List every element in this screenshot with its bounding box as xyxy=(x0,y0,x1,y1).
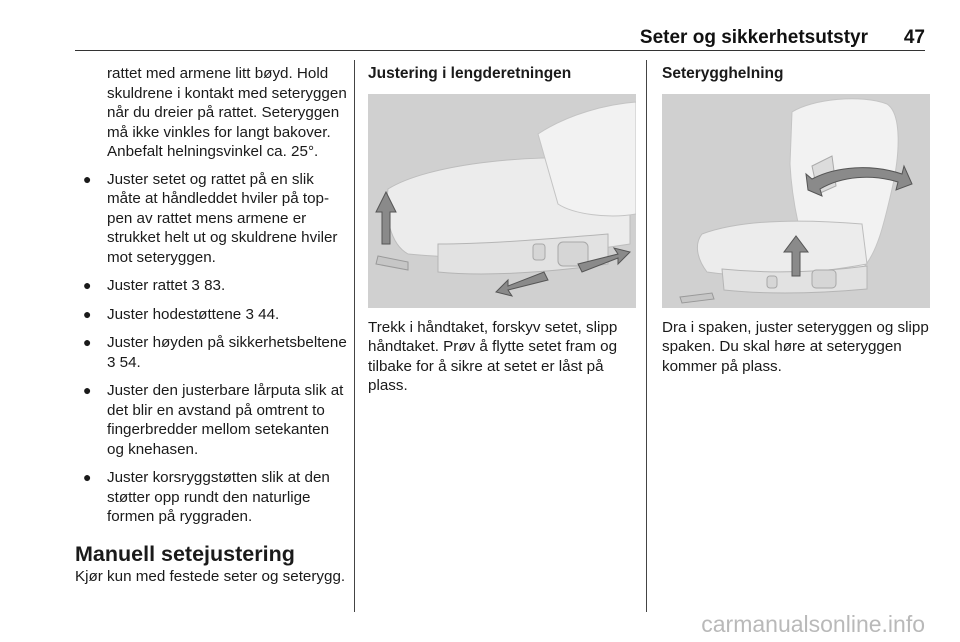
bullet-icon: ● xyxy=(83,382,92,398)
bullet-text: Juster rattet 3 83. xyxy=(107,277,226,294)
watermark: carmanualsonline.info xyxy=(701,611,925,637)
column-1 xyxy=(75,64,347,587)
page-header-title: Seter og sikkerhetsutstyr xyxy=(639,27,868,48)
page-number: 47 xyxy=(903,27,925,48)
section-heading: Manuell setejustering xyxy=(75,541,295,566)
bullet-item xyxy=(75,170,347,268)
header-rule xyxy=(75,50,925,51)
bullet-text: Juster hodestøttene 3 44. xyxy=(107,305,280,323)
column-divider-1 xyxy=(354,60,355,612)
seat-length-adjust-illustration xyxy=(368,94,636,308)
bullet-icon: ● xyxy=(83,305,92,322)
bullet-list xyxy=(75,170,347,527)
bullet-icon: ● xyxy=(83,170,92,187)
bullet-text: Juster setet og rattet på en slik måte at håndleddet hviler på toppen av rattet mens armene er strukket helt ut og skuldrene hviler mot seteryggen. xyxy=(107,170,338,266)
seatback-recline-illustration xyxy=(662,94,930,308)
bullet-item xyxy=(75,468,347,527)
column-divider-2 xyxy=(646,60,647,612)
continuation-paragraph: rattet med armene litt bøyd. Hold skuldrene i kontakt med seteryggen når du dreier på rattet. Seteryggen må ikke vinkles for langt bakover. Anbefalt helningsvinkel ca. 25°. xyxy=(107,65,347,160)
bullet-item xyxy=(75,381,347,459)
bullet-icon: ● xyxy=(83,334,92,350)
subsection-heading-recline: Seterygghelning xyxy=(662,65,784,82)
bullet-text: Juster korsryggstøtten slik at den støtter opp rundt den naturlige formen på ryggraden. xyxy=(107,469,330,525)
bullet-item xyxy=(75,276,347,296)
bullet-text: Juster høyden på sikkerhetsbeltene 3 54. xyxy=(107,334,347,371)
bullet-item xyxy=(75,305,347,325)
column-2 xyxy=(368,64,636,396)
bullet-text: Juster den justerbare lårputa slik at det blir en avstand på omtrent to fingerbredder mellom setekanten og knehasen. xyxy=(107,382,344,458)
bullet-icon: ● xyxy=(83,277,92,293)
length-adjust-caption: Trekk i håndtaket, forskyv setet, slipp håndtaket. Prøv å flytte setet fram og tilbake for å sikre at setet er låst på plass. xyxy=(368,318,618,394)
bullet-icon: ● xyxy=(83,469,92,485)
section-paragraph: Kjør kun med festede seter og seterygg. xyxy=(75,568,346,585)
recline-caption: Dra i spaken, juster seteryggen og slipp spaken. Du skal høre at seteryggen kommer på plass. xyxy=(662,318,929,375)
bullet-item xyxy=(75,333,347,372)
column-3 xyxy=(662,64,930,376)
subsection-heading-length: Justering i lengderetningen xyxy=(368,65,572,82)
